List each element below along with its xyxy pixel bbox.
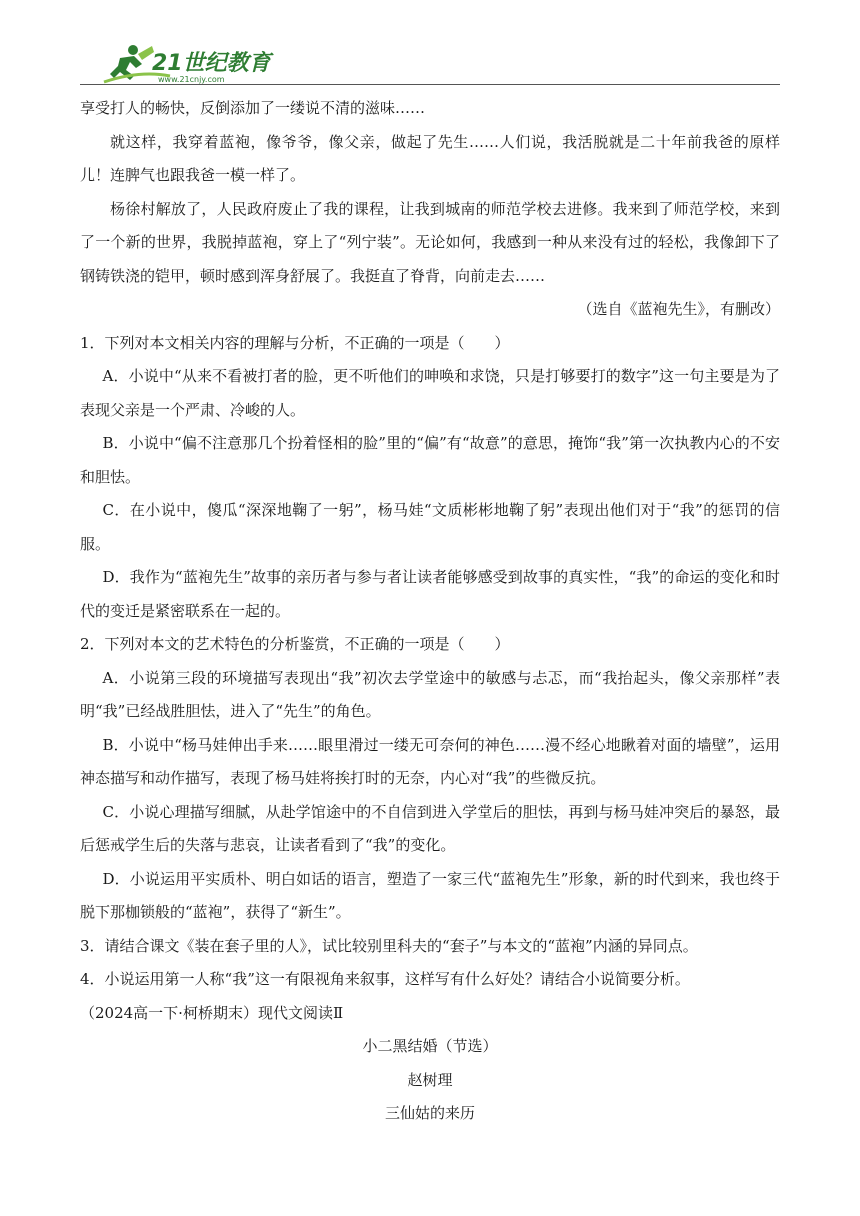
question-4-stem: 4．小说运用第一人称“我”这一有限视角来叙事，这样写有什么好处？请结合小说简要分析。 xyxy=(80,970,690,988)
svg-text:www.21cnjy.com: www.21cnjy.com xyxy=(158,75,225,84)
question-1-option-a: A．小说中“从来不看被打者的脸，更不听他们的呻唤和求饶，只是打够要打的数字”这一句主要是为了表现父亲是一个严肃、冷峻的人。 xyxy=(80,367,780,419)
passage-source: （选自《蓝袍先生》，有删改） xyxy=(577,300,780,318)
svg-text:21世纪教育: 21世纪教育 xyxy=(152,51,271,76)
next-section-author: 赵树理 xyxy=(407,1070,453,1089)
passage-paragraph-2: 就这样，我穿着蓝袍，像爷爷，像父亲，做起了先生……人们说，我活脱就是二十年前我爸的原样儿！连脾气也跟我爸一模一样了。 xyxy=(80,132,780,184)
next-section-subtitle: 三仙姑的来历 xyxy=(384,1104,475,1122)
question-1-option-c: C．在小说中，傻瓜“深深地鞠了一躬”，杨马娃“文质彬彬地鞠了躬”表现出他们对于“我”的惩罚的信服。 xyxy=(80,501,780,553)
passage-paragraph-1: 享受打人的畅快，反倒添加了一缕说不清的滋味…… xyxy=(80,99,426,117)
question-2-option-c: C．小说心理描写细腻，从赴学馆途中的不自信到进入学堂后的胆怯，再到与杨马娃冲突后的暴怒，最后惩戒学生后的失落与悲哀，让读者看到了“我”的变化。 xyxy=(80,802,780,854)
question-1-option-b: B．小说中“偏不注意那几个扮着怪相的脸”里的“偏”有“故意”的意思，掩饰“我”第一次执教内心的不安和胆怯。 xyxy=(80,434,780,486)
header-rule xyxy=(80,84,780,85)
passage-paragraph-3: 杨徐村解放了，人民政府废止了我的课程，让我到城南的师范学校去进修。我来到了师范学校，来到了一个新的世界，我脱掉蓝袍，穿上了“列宁装”。无论如何，我感到一种从来没有过的轻松，我像卸下了钢铸铁浇的铠甲，顿时感到浑身舒展了。我挺直了脊背，向前走去…… xyxy=(80,199,780,285)
question-2-option-b: B．小说中“杨马娃伸出手来……眼里滑过一缕无可奈何的神色……漫不经心地瞅着对面的墙壁”，运用神态描写和动作描写，表现了杨马娃将挨打时的无奈，内心对“我”的些微反抗。 xyxy=(80,735,780,787)
question-3-stem: 3．请结合课文《装在套子里的人》，试比较别里科夫的“套子”与本文的“蓝袍”内涵的异同点。 xyxy=(80,936,698,955)
question-2-option-a: A．小说第三段的环境描写表现出“我”初次去学堂途中的敏感与忐忑，而“我抬起头，像父亲那样”表明“我”已经战胜胆怯，进入了“先生”的角色。 xyxy=(80,668,780,720)
question-2-option-d: D．小说运用平实质朴、明白如话的语言，塑造了一家三代“蓝袍先生”形象，新的时代到来，我也终于脱下那枷锁般的“蓝袍”，获得了“新生”。 xyxy=(80,869,780,921)
logo xyxy=(100,40,275,86)
next-section-title: 小二黑结婚（节选） xyxy=(362,1037,498,1055)
next-section-label: （2024高一下·柯桥期末）现代文阅读Ⅱ xyxy=(80,1003,344,1022)
question-1-option-d: D．我作为“蓝袍先生”故事的亲历者与参与者让读者能够感受到故事的真实性，“我”的命运的变化和时代的变迁是紧密联系在一起的。 xyxy=(80,568,780,620)
document-body xyxy=(80,92,780,1131)
question-2-stem: 2．下列对本文的艺术特色的分析鉴赏，不正确的一项是（ ） xyxy=(80,635,510,653)
question-1-stem: 1．下列对本文相关内容的理解与分析，不正确的一项是（ ） xyxy=(80,333,510,352)
page-header xyxy=(0,0,860,90)
